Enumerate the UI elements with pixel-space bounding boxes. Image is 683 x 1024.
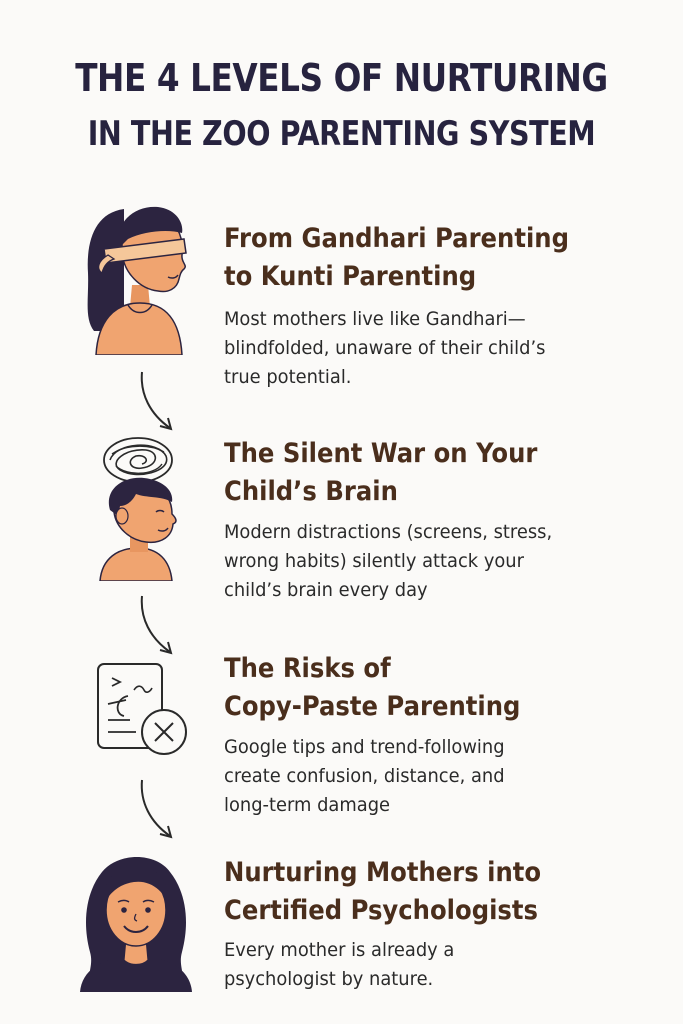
page-title: THE 4 LEVELS OF NURTURING (75, 56, 608, 100)
level-3-heading: The Risks of Copy-Paste Parenting (224, 653, 521, 722)
level-2-heading: The Silent War on Your Child’s Brain (224, 438, 538, 507)
level-1-description: Most mothers live like Gandhari— blindfolded, unaware of their child’s true potential. (224, 308, 546, 388)
page-subtitle: IN THE ZOO PARENTING SYSTEM (87, 114, 596, 154)
level-4-description: Every mother is already a psychologist by nature. (224, 939, 455, 990)
level-3-description: Google tips and trend-following create confusion, distance, and long-term damage (224, 736, 505, 816)
document-x-icon (94, 660, 194, 760)
down-arrow-icon (128, 778, 188, 842)
down-arrow-icon (128, 370, 188, 434)
blindfolded-woman-icon (84, 203, 194, 355)
down-arrow-icon (128, 594, 188, 658)
tangled-thoughts-boy-icon (96, 436, 186, 581)
level-4-heading: Nurturing Mothers into Certified Psychologists (224, 857, 542, 926)
level-2-description: Modern distractions (screens, stress, wrong habits) silently attack your child’s brain every day (224, 521, 553, 601)
level-1-heading: From Gandhari Parenting to Kunti Parenting (224, 223, 569, 292)
smiling-mother-icon (72, 842, 202, 992)
